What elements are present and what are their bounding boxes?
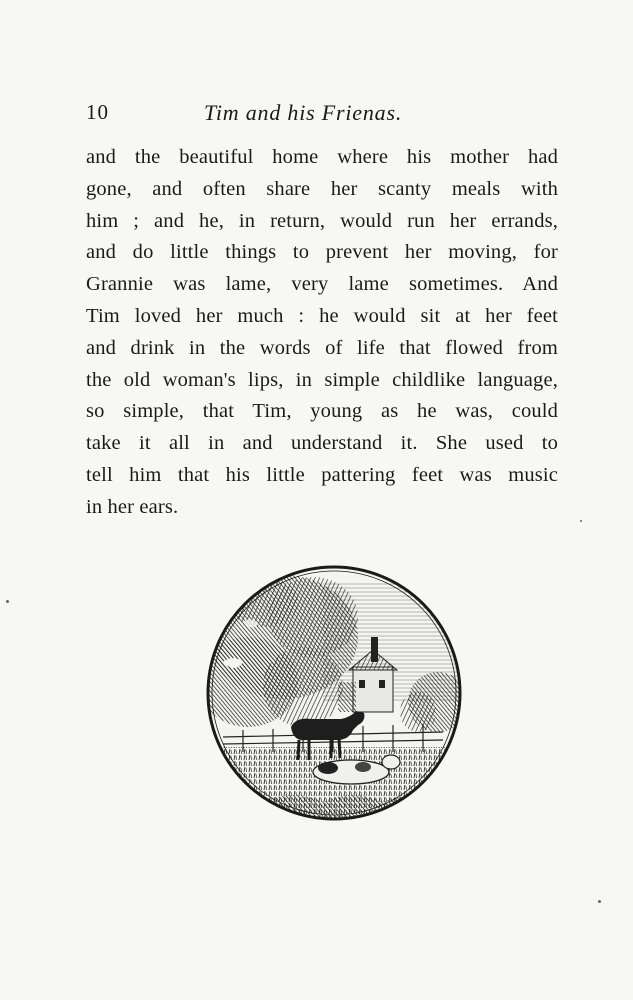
text-line: Grannie was lame, very lame sometimes. And: [86, 273, 558, 296]
paper-speck: [6, 600, 9, 603]
paper-speck: [598, 900, 601, 903]
text-line: in her ears.: [86, 495, 179, 518]
paper-speck: [580, 520, 582, 522]
text-line: him ; and he, in return, would run her errands,: [86, 209, 558, 232]
vignette-scene: [203, 562, 465, 824]
text-line: and do little things to prevent her moving, for: [86, 241, 558, 264]
text-line: tell him that his little pattering feet was music: [86, 463, 558, 486]
body-paragraph: [86, 142, 558, 524]
engraved-vignette-illustration: [203, 562, 465, 824]
text-line: the old woman's lips, in simple childlike language,: [86, 368, 558, 391]
text-line: Tim loved her much : he would sit at her feet: [86, 304, 558, 327]
text-line: and drink in the words of life that flowed from: [86, 336, 558, 359]
running-title: Tim and his Frienas.: [204, 100, 403, 125]
text-line: so simple, that Tim, young as he was, could: [86, 400, 558, 423]
page-number: 10: [86, 100, 109, 124]
text-line: and the beautiful home where his mother had: [86, 146, 558, 168]
tree-mass: [203, 575, 358, 727]
text-line: gone, and often share her scanty meals with: [86, 177, 558, 200]
page-header: [86, 100, 556, 132]
text-line: take it all in and understand it. She used to: [86, 432, 558, 455]
